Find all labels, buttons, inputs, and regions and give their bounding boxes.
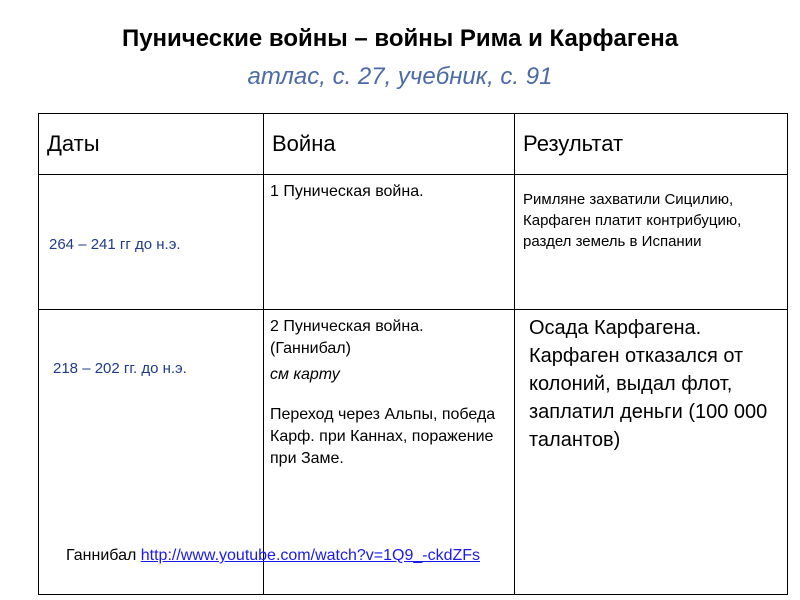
war-crossing-text: Переход через Альпы, победа Карф. при Каннах, поражение при Заме.	[270, 406, 496, 467]
war-cell: 1 Пуническая война.	[264, 175, 515, 310]
page-title: Пунические войны – войны Рима и Карфагена	[121, 25, 679, 52]
column-header-result: Результат	[515, 114, 788, 175]
table-header-row	[39, 114, 788, 175]
result-cell: Осада Карфагена. Карфаген отказался от колоний, выдал флот, заплатил деньги (100 000 талантов)	[515, 310, 788, 595]
column-header-war: Война	[264, 114, 515, 175]
table-row	[39, 175, 788, 310]
column-header-dates: Даты	[39, 114, 264, 175]
war-title: 2 Пуническая война. (Ганнибал)	[270, 318, 424, 357]
punic-wars-table	[38, 113, 788, 595]
dates-cell: 264 – 241 гг до н.э.	[39, 175, 264, 310]
footer	[66, 546, 480, 566]
footer-label: Ганнибал	[66, 547, 137, 564]
video-link[interactable]: http://www.youtube.com/watch?v=1Q9_-ckdZFs	[140, 547, 481, 564]
result-cell: Римляне захватили Сицилию, Карфаген платит контрибуцию, раздел земель в Испании	[515, 175, 788, 310]
map-note: см карту	[270, 366, 340, 383]
dates-cell: 218 – 202 гг. до н.э.	[39, 310, 264, 595]
page-subtitle: атлас, с. 27, учебник, с. 91	[247, 63, 553, 90]
